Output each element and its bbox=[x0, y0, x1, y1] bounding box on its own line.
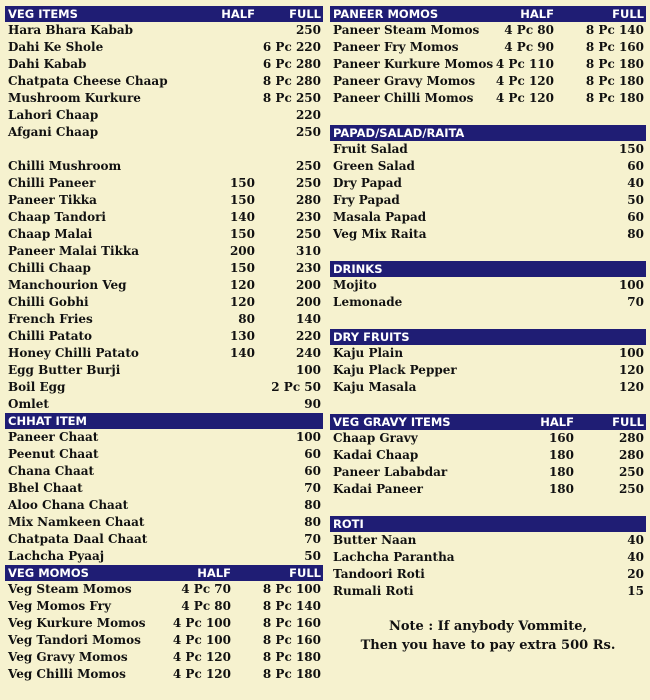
menu-item-row bbox=[5, 192, 323, 209]
item-full-price: 8 Pc 100 bbox=[262, 582, 321, 596]
item-half-price: 150 bbox=[229, 227, 255, 241]
item-name: Fry Papad bbox=[333, 193, 400, 207]
item-full-price: 250 bbox=[295, 23, 321, 37]
item-name: Kadai Chaap bbox=[333, 448, 419, 462]
section-header bbox=[330, 261, 646, 277]
vomit-note bbox=[330, 617, 646, 655]
menu-item-row bbox=[330, 192, 646, 209]
item-half-price: 4 Pc 100 bbox=[172, 633, 231, 647]
item-full-price: 250 bbox=[295, 227, 321, 241]
item-name: Paneer Chaat bbox=[8, 430, 99, 444]
menu-item-row bbox=[5, 531, 323, 548]
item-full-price: 2 Pc 50 bbox=[271, 380, 321, 394]
item-full-price: 8 Pc 160 bbox=[262, 616, 321, 630]
menu-item-row bbox=[5, 277, 323, 294]
item-full-price: 230 bbox=[295, 210, 321, 224]
item-name: Tandoori Roti bbox=[333, 567, 425, 581]
item-name: Afgani Chaap bbox=[8, 125, 99, 139]
item-name: Chilli Paneer bbox=[8, 176, 96, 190]
section-paneer-momos bbox=[330, 6, 646, 107]
item-name: Paneer Kurkure Momos bbox=[333, 57, 494, 71]
item-half-price: 140 bbox=[229, 346, 255, 360]
section-roti bbox=[330, 516, 646, 600]
section-header bbox=[330, 6, 646, 22]
item-name: Dry Papad bbox=[333, 176, 402, 190]
item-name: Veg Mix Raita bbox=[333, 227, 427, 241]
menu-item-row bbox=[5, 463, 323, 480]
item-name: Chilli Patato bbox=[8, 329, 93, 343]
menu-item-row bbox=[5, 345, 323, 362]
menu-item-row bbox=[5, 124, 323, 141]
item-name: Chaap Malai bbox=[8, 227, 93, 241]
menu-item-row bbox=[330, 549, 646, 566]
section-spacer bbox=[330, 311, 646, 329]
menu-item-row bbox=[5, 328, 323, 345]
menu-item-row bbox=[330, 90, 646, 107]
item-full-price: 280 bbox=[618, 448, 644, 462]
item-full-price: 60 bbox=[627, 210, 644, 224]
menu-item-row bbox=[330, 532, 646, 549]
section-spacer bbox=[330, 498, 646, 516]
section-veg-items bbox=[5, 6, 323, 413]
item-name: Chaap Gravy bbox=[333, 431, 418, 445]
item-half-price: 180 bbox=[548, 448, 574, 462]
item-name: Lahori Chaap bbox=[8, 108, 99, 122]
section-veg-momos bbox=[5, 565, 323, 683]
item-name: Chatpata Cheese Chaap bbox=[8, 74, 168, 88]
item-name: Peenut Chaat bbox=[8, 447, 99, 461]
item-name: Veg Gravy Momos bbox=[8, 650, 128, 664]
section-header bbox=[5, 565, 323, 581]
item-full-price: 100 bbox=[618, 346, 644, 360]
menu-item-row bbox=[330, 345, 646, 362]
section-title: VEG ITEMS bbox=[8, 7, 78, 21]
item-full-price: 250 bbox=[618, 482, 644, 496]
item-full-price: 8 Pc 280 bbox=[262, 74, 321, 88]
menu-item-row bbox=[5, 396, 323, 413]
item-name: Kadai Paneer bbox=[333, 482, 423, 496]
item-full-price: 250 bbox=[295, 125, 321, 139]
section-title: VEG GRAVY ITEMS bbox=[333, 415, 451, 429]
item-name: Dahi Kabab bbox=[8, 57, 87, 71]
item-name: Kaju Plain bbox=[333, 346, 404, 360]
item-full-price: 250 bbox=[618, 465, 644, 479]
full-column-label: FULL bbox=[289, 7, 321, 21]
item-half-price: 4 Pc 100 bbox=[172, 616, 231, 630]
item-full-price: 230 bbox=[295, 261, 321, 275]
item-full-price: 70 bbox=[627, 295, 644, 309]
item-name: Paneer Chilli Momos bbox=[333, 91, 474, 105]
menu-item-row bbox=[5, 90, 323, 107]
item-full-price: 6 Pc 220 bbox=[262, 40, 321, 54]
menu-item-row bbox=[5, 243, 323, 260]
menu-item-row bbox=[330, 464, 646, 481]
item-half-price: 4 Pc 80 bbox=[181, 599, 231, 613]
item-full-price: 40 bbox=[627, 176, 644, 190]
item-name: Lachcha Pyaaj bbox=[8, 549, 105, 563]
item-half-price: 150 bbox=[229, 193, 255, 207]
full-column-label: FULL bbox=[289, 566, 321, 580]
item-full-price: 20 bbox=[627, 567, 644, 581]
item-name: Aloo Chana Chaat bbox=[8, 498, 129, 512]
menu-item-row bbox=[5, 632, 323, 649]
menu-item-row bbox=[330, 447, 646, 464]
menu-item-row bbox=[5, 141, 323, 158]
menu-item-row bbox=[5, 615, 323, 632]
menu-item-row bbox=[5, 260, 323, 277]
item-full-price: 100 bbox=[295, 430, 321, 444]
item-full-price: 80 bbox=[627, 227, 644, 241]
item-full-price: 80 bbox=[304, 498, 321, 512]
section-title: PANEER MOMOS bbox=[333, 7, 439, 21]
item-full-price: 310 bbox=[295, 244, 321, 258]
item-half-price: 4 Pc 120 bbox=[495, 91, 554, 105]
item-full-price: 220 bbox=[295, 108, 321, 122]
item-full-price: 250 bbox=[295, 159, 321, 173]
item-name: Kaju Plack Pepper bbox=[333, 363, 457, 377]
item-name: Veg Kurkure Momos bbox=[8, 616, 146, 630]
menu-item-row bbox=[5, 480, 323, 497]
item-full-price: 8 Pc 180 bbox=[585, 74, 644, 88]
item-name: Bhel Chaat bbox=[8, 481, 83, 495]
item-name: Chilli Chaap bbox=[8, 261, 91, 275]
item-name: Fruit Salad bbox=[333, 142, 408, 156]
menu-item-row bbox=[330, 294, 646, 311]
menu-item-row bbox=[330, 566, 646, 583]
half-column-label: HALF bbox=[221, 7, 255, 21]
item-name: Omlet bbox=[8, 397, 49, 411]
item-half-price: 140 bbox=[229, 210, 255, 224]
item-half-price: 80 bbox=[238, 312, 255, 326]
item-full-price: 8 Pc 180 bbox=[262, 650, 321, 664]
item-name: Boil Egg bbox=[8, 380, 66, 394]
menu-left-column bbox=[5, 6, 323, 683]
note-line-2: Then you have to pay extra 500 Rs. bbox=[360, 638, 616, 653]
section-drinks bbox=[330, 261, 646, 311]
item-full-price: 80 bbox=[304, 515, 321, 529]
menu-item-row bbox=[5, 175, 323, 192]
menu-item-row bbox=[5, 446, 323, 463]
menu-item-row bbox=[330, 158, 646, 175]
item-name: Paneer Lababdar bbox=[333, 465, 448, 479]
section-dry-fruits bbox=[330, 329, 646, 396]
section-header bbox=[330, 414, 646, 430]
item-name: Mushroom Kurkure bbox=[8, 91, 141, 105]
section-header bbox=[330, 329, 646, 345]
item-full-price: 8 Pc 140 bbox=[585, 23, 644, 37]
item-name: Lemonade bbox=[333, 295, 403, 309]
item-full-price: 200 bbox=[295, 278, 321, 292]
menu-item-row bbox=[5, 39, 323, 56]
item-full-price: 100 bbox=[618, 278, 644, 292]
item-full-price: 60 bbox=[304, 447, 321, 461]
item-name: Masala Papad bbox=[333, 210, 427, 224]
menu-item-row bbox=[330, 22, 646, 39]
menu-item-row bbox=[330, 583, 646, 600]
menu-item-row bbox=[330, 379, 646, 396]
menu-item-row bbox=[5, 73, 323, 90]
item-half-price: 200 bbox=[229, 244, 255, 258]
section-veg-gravy-items bbox=[330, 414, 646, 498]
item-full-price: 120 bbox=[618, 380, 644, 394]
item-full-price: 60 bbox=[627, 159, 644, 173]
item-name: Mix Namkeen Chaat bbox=[8, 515, 145, 529]
section-title: DRINKS bbox=[333, 262, 383, 276]
item-name: Chilli Mushroom bbox=[8, 159, 122, 173]
item-name: Mojito bbox=[333, 278, 377, 292]
item-full-price: 8 Pc 160 bbox=[262, 633, 321, 647]
item-name: Dahi Ke Shole bbox=[8, 40, 104, 54]
item-half-price: 4 Pc 120 bbox=[495, 74, 554, 88]
menu-item-row bbox=[5, 362, 323, 379]
item-name: Paneer Tikka bbox=[8, 193, 97, 207]
section-header bbox=[330, 516, 646, 532]
item-half-price: 4 Pc 70 bbox=[181, 582, 231, 596]
item-full-price: 90 bbox=[304, 397, 321, 411]
menu-item-row bbox=[330, 39, 646, 56]
section-title: VEG MOMOS bbox=[8, 566, 89, 580]
item-half-price: 180 bbox=[548, 465, 574, 479]
item-name: Lachcha Parantha bbox=[333, 550, 455, 564]
menu-item-row bbox=[5, 107, 323, 124]
menu-item-row bbox=[5, 666, 323, 683]
section-chhat-item bbox=[5, 413, 323, 565]
menu-item-row bbox=[5, 581, 323, 598]
menu-item-row bbox=[5, 514, 323, 531]
item-name: Veg Chilli Momos bbox=[8, 667, 126, 681]
menu-item-row bbox=[330, 430, 646, 447]
item-full-price: 70 bbox=[304, 481, 321, 495]
item-name: Veg Tandori Momos bbox=[8, 633, 141, 647]
half-column-label: HALF bbox=[540, 415, 574, 429]
item-full-price: 8 Pc 180 bbox=[585, 91, 644, 105]
item-name: Paneer Gravy Momos bbox=[333, 74, 476, 88]
note-line-1: Note : If anybody Vommite, bbox=[388, 619, 588, 634]
item-half-price: 130 bbox=[229, 329, 255, 343]
item-name: Chatpata Daal Chaat bbox=[8, 532, 148, 546]
section-title: ROTI bbox=[333, 517, 364, 531]
item-name: Chaap Tandori bbox=[8, 210, 106, 224]
item-half-price: 120 bbox=[229, 278, 255, 292]
item-name: Paneer Fry Momos bbox=[333, 40, 459, 54]
menu-item-row bbox=[330, 481, 646, 498]
item-full-price: 8 Pc 250 bbox=[262, 91, 321, 105]
menu-item-row bbox=[5, 548, 323, 565]
item-name: Chilli Gobhi bbox=[8, 295, 89, 309]
item-name: Paneer Steam Momos bbox=[333, 23, 480, 37]
menu-item-row bbox=[5, 22, 323, 39]
menu-item-row bbox=[5, 429, 323, 446]
item-name: Green Salad bbox=[333, 159, 415, 173]
item-half-price: 160 bbox=[548, 431, 574, 445]
item-half-price: 4 Pc 120 bbox=[172, 667, 231, 681]
menu-item-row bbox=[330, 56, 646, 73]
menu-item-row bbox=[330, 277, 646, 294]
item-name: Paneer Malai Tikka bbox=[8, 244, 139, 258]
item-name: Butter Naan bbox=[333, 533, 417, 547]
menu-item-row bbox=[5, 379, 323, 396]
menu-item-row bbox=[5, 598, 323, 615]
section-header bbox=[5, 6, 323, 22]
item-full-price: 50 bbox=[304, 549, 321, 563]
item-half-price: 4 Pc 80 bbox=[504, 23, 554, 37]
item-full-price: 8 Pc 160 bbox=[585, 40, 644, 54]
item-full-price: 50 bbox=[627, 193, 644, 207]
menu-item-row bbox=[5, 649, 323, 666]
item-name: Hara Bhara Kabab bbox=[8, 23, 134, 37]
menu-item-row bbox=[5, 226, 323, 243]
item-half-price: 4 Pc 120 bbox=[172, 650, 231, 664]
section-header bbox=[330, 125, 646, 141]
full-column-label: FULL bbox=[612, 415, 644, 429]
item-full-price: 200 bbox=[295, 295, 321, 309]
item-full-price: 70 bbox=[304, 532, 321, 546]
section-title: DRY FRUITS bbox=[333, 330, 410, 344]
item-full-price: 140 bbox=[295, 312, 321, 326]
item-full-price: 150 bbox=[618, 142, 644, 156]
section-header bbox=[5, 413, 323, 429]
item-full-price: 280 bbox=[295, 193, 321, 207]
section-spacer bbox=[330, 107, 646, 125]
item-full-price: 40 bbox=[627, 533, 644, 547]
item-full-price: 6 Pc 280 bbox=[262, 57, 321, 71]
item-half-price: 150 bbox=[229, 176, 255, 190]
item-full-price: 8 Pc 140 bbox=[262, 599, 321, 613]
item-full-price: 100 bbox=[295, 363, 321, 377]
menu-item-row bbox=[330, 209, 646, 226]
item-full-price: 8 Pc 180 bbox=[262, 667, 321, 681]
section-title: PAPAD/SALAD/RAITA bbox=[333, 126, 465, 140]
half-column-label: HALF bbox=[520, 7, 554, 21]
item-full-price: 15 bbox=[627, 584, 644, 598]
menu-item-row bbox=[330, 226, 646, 243]
item-full-price: 60 bbox=[304, 464, 321, 478]
item-name: Egg Butter Burji bbox=[8, 363, 121, 377]
item-name: Chana Chaat bbox=[8, 464, 95, 478]
section-spacer bbox=[330, 396, 646, 414]
item-half-price: 180 bbox=[548, 482, 574, 496]
menu-item-row bbox=[330, 175, 646, 192]
item-full-price: 8 Pc 180 bbox=[585, 57, 644, 71]
item-full-price: 280 bbox=[618, 431, 644, 445]
item-half-price: 4 Pc 110 bbox=[495, 57, 554, 71]
item-full-price: 120 bbox=[618, 363, 644, 377]
menu-item-row bbox=[5, 497, 323, 514]
item-full-price: 40 bbox=[627, 550, 644, 564]
half-column-label: HALF bbox=[197, 566, 231, 580]
item-name: Veg Steam Momos bbox=[8, 582, 132, 596]
section-spacer bbox=[330, 243, 646, 261]
menu-item-row bbox=[330, 141, 646, 158]
menu-item-row bbox=[5, 294, 323, 311]
item-half-price: 150 bbox=[229, 261, 255, 275]
item-half-price: 4 Pc 90 bbox=[504, 40, 554, 54]
menu-right-column bbox=[330, 6, 646, 600]
menu-item-row bbox=[5, 158, 323, 175]
menu-item-row bbox=[330, 362, 646, 379]
item-name: Rumali Roti bbox=[333, 584, 414, 598]
menu-item-row bbox=[5, 311, 323, 328]
item-full-price: 220 bbox=[295, 329, 321, 343]
item-name: French Fries bbox=[8, 312, 93, 326]
item-name: Kaju Masala bbox=[333, 380, 417, 394]
item-name: Veg Momos Fry bbox=[8, 599, 111, 613]
menu-item-row bbox=[5, 56, 323, 73]
section-title: CHHAT ITEM bbox=[8, 414, 87, 428]
item-name: Honey Chilli Patato bbox=[8, 346, 139, 360]
full-column-label: FULL bbox=[612, 7, 644, 21]
section-papad-salad-raita bbox=[330, 125, 646, 243]
menu-item-row bbox=[330, 73, 646, 90]
item-half-price: 120 bbox=[229, 295, 255, 309]
menu-item-row bbox=[5, 209, 323, 226]
item-full-price: 240 bbox=[295, 346, 321, 360]
item-full-price: 250 bbox=[295, 176, 321, 190]
item-name: Manchourion Veg bbox=[8, 278, 127, 292]
